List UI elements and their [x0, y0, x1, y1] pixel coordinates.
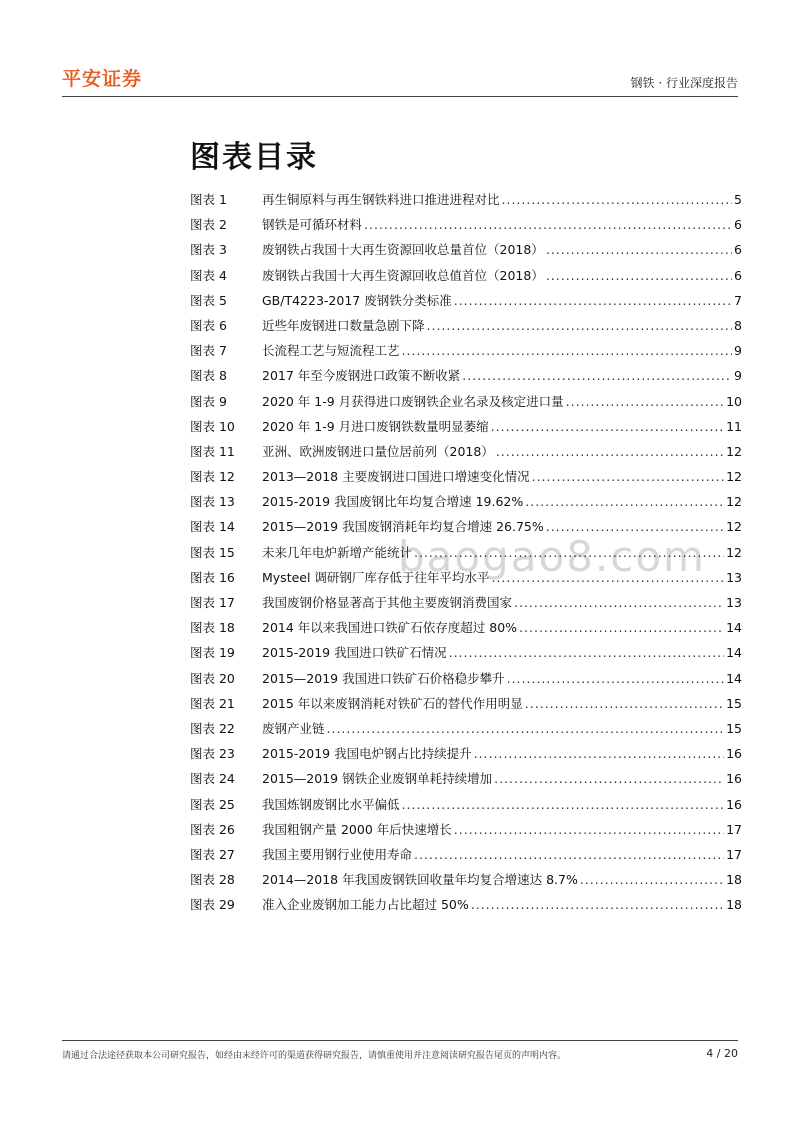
toc-entry-page: 14 [726, 670, 742, 686]
toc-entry-title: 2015—2019 我国进口铁矿石价格稳步攀升 [262, 670, 505, 686]
toc-leader-dots [580, 872, 724, 887]
toc-leader-dots [546, 242, 732, 257]
toc-entry[interactable] [190, 215, 742, 240]
toc-entry-title: 我国炼钢废钢比水平偏低 [262, 796, 400, 812]
toc-entry-page: 14 [726, 645, 742, 661]
toc-entry-title: 未来几年电炉新增产能统计 [262, 544, 413, 560]
toc-entry[interactable] [190, 517, 742, 542]
toc-leader-dots [525, 696, 724, 711]
toc-entry[interactable] [190, 694, 742, 719]
toc-entry-page: 13 [726, 595, 742, 610]
toc-entry-label: 图表 8 [190, 368, 227, 384]
toc-leader-dots [402, 343, 733, 358]
toc-entry-label: 图表 20 [190, 670, 235, 686]
toc-entry-page: 14 [726, 620, 742, 636]
toc-entry-label: 图表 16 [190, 569, 235, 585]
toc-leader-dots [402, 797, 725, 812]
toc-leader-dots [491, 570, 724, 585]
toc-entry-title: 废钢产业链 [262, 720, 325, 736]
toc-entry[interactable] [190, 719, 742, 744]
toc-entry-label: 图表 3 [190, 242, 227, 258]
toc-entry-title: 再生铜原料与再生钢铁料进口推进进程对比 [262, 192, 500, 207]
toc-entry[interactable] [190, 467, 742, 492]
toc-leader-dots [519, 620, 724, 635]
toc-entry[interactable] [190, 492, 742, 517]
toc-entry-label: 图表 27 [190, 846, 235, 862]
toc-entry[interactable] [190, 568, 742, 593]
toc-entry-label: 图表 14 [190, 519, 235, 535]
header-divider [62, 96, 738, 97]
toc-entry-title: 废钢铁占我国十大再生资源回收总量首位（2018） [262, 242, 544, 258]
footer-divider [62, 1040, 738, 1041]
toc-entry-page: 9 [734, 368, 742, 384]
toc-entry-page: 16 [726, 796, 742, 812]
toc-entry-title: 准入企业废钢加工能力占比超过 50% [262, 897, 469, 913]
toc-entry-page: 12 [726, 519, 742, 535]
toc-entry-title: 近些年废钢进口数量急剧下降 [262, 317, 425, 333]
toc-entry-label: 图表 11 [190, 443, 235, 459]
toc-leader-dots [525, 494, 724, 509]
toc-entry[interactable] [190, 291, 742, 316]
toc-entry[interactable] [190, 341, 742, 366]
toc-entry-title: 2015—2019 钢铁企业废钢单耗持续增加 [262, 771, 493, 787]
toc-entry-label: 图表 22 [190, 720, 235, 736]
toc-entry[interactable] [190, 669, 742, 694]
toc-leader-dots [494, 771, 724, 786]
watermark: baogao8.com [398, 532, 706, 581]
toc-entry[interactable] [190, 190, 742, 215]
toc-entry-title: 2013—2018 主要废钢进口国进口增速变化情况 [262, 469, 530, 485]
toc-entry-title: 2015-2019 我国进口铁矿石情况 [262, 645, 447, 661]
toc-entry[interactable] [190, 744, 742, 769]
toc-entry-label: 图表 28 [190, 872, 235, 888]
toc-entry-title: 2014—2018 年我国废钢铁回收量年均复合增速达 8.7% [262, 872, 578, 888]
toc-entry-label: 图表 25 [190, 796, 235, 812]
toc-leader-dots [566, 394, 724, 409]
page-number: 4 / 20 [706, 1047, 738, 1060]
toc-entry-title: 2017 年至今废钢进口政策不断收紧 [262, 368, 461, 384]
toc-entry-title: 2015 年以来废钢消耗对铁矿石的替代作用明显 [262, 695, 523, 711]
toc-entry-title: 2015—2019 我国废钢消耗年均复合增速 26.75% [262, 519, 544, 535]
toc-leader-dots [496, 444, 724, 459]
toc-entry-page: 9 [734, 343, 742, 359]
toc-entry-page: 15 [726, 720, 742, 736]
toc-entry[interactable] [190, 442, 742, 467]
toc-leader-dots [514, 595, 724, 610]
toc-entry[interactable] [190, 240, 742, 265]
toc-entry-page: 6 [734, 267, 742, 283]
toc-leader-dots [427, 318, 733, 333]
page-title: 图表目录 [190, 140, 318, 175]
footer-disclaimer: 请通过合法途径获取本公司研究报告，如经由未经许可的渠道获得研究报告，请慎重使用并注意阅读研究报告尾页的声明内容。 [62, 1051, 567, 1061]
toc-entry-label: 图表 1 [190, 192, 227, 207]
toc-entry-title: 我国主要用钢行业使用寿命 [262, 846, 413, 862]
toc-entry-title: 2020 年 1-9 月进口废钢铁数量明显萎缩 [262, 418, 489, 434]
toc-entry-page: 10 [726, 393, 742, 409]
toc-entry-title: GB/T4223-2017 废钢铁分类标准 [262, 292, 452, 308]
toc-entry-label: 图表 29 [190, 897, 235, 913]
toc-entry-page: 17 [726, 821, 742, 837]
toc-leader-dots [327, 721, 725, 736]
toc-entry[interactable] [190, 895, 742, 920]
toc-entry-page: 16 [726, 746, 742, 762]
toc-entry-page: 5 [734, 192, 742, 207]
toc-entry[interactable] [190, 845, 742, 870]
toc-entry-page: 12 [726, 494, 742, 510]
toc-leader-dots [414, 847, 724, 862]
toc-entry-page: 11 [726, 418, 742, 434]
toc-leader-dots [546, 268, 732, 283]
toc-leader-dots [462, 368, 732, 383]
toc-entry-title: 2014 年以来我国进口铁矿石依存度超过 80% [262, 620, 518, 636]
toc-entry-title: 2015-2019 我国电炉钢占比持续提升 [262, 746, 472, 762]
toc-entry-page: 18 [726, 897, 742, 913]
toc-entry-page: 12 [726, 544, 742, 560]
toc-entry[interactable] [190, 643, 742, 668]
toc-entry-page: 7 [734, 292, 742, 308]
toc-entry-title: 长流程工艺与短流程工艺 [262, 343, 400, 359]
toc-entry-label: 图表 19 [190, 645, 235, 661]
toc-entry-title: 钢铁是可循环材料 [262, 217, 363, 233]
toc-entry-title: 2020 年 1-9 月获得进口废钢铁企业名录及核定进口量 [262, 393, 564, 409]
toc-entry-page: 6 [734, 217, 742, 233]
toc-leader-dots [474, 746, 724, 761]
toc-entry-page: 6 [734, 242, 742, 258]
toc-entry-page: 8 [734, 317, 742, 333]
toc-entry[interactable] [190, 266, 742, 291]
toc-entry-label: 图表 13 [190, 494, 235, 510]
toc-leader-dots [491, 419, 724, 434]
toc-entry[interactable] [190, 316, 742, 341]
toc-entry[interactable] [190, 417, 742, 442]
toc-entry-page: 12 [726, 443, 742, 459]
toc-entry[interactable] [190, 820, 742, 845]
toc-entry-label: 图表 7 [190, 343, 227, 359]
toc-entry-page: 15 [726, 695, 742, 711]
toc-list [190, 190, 742, 920]
toc-leader-dots [532, 469, 724, 484]
toc-entry-label: 图表 15 [190, 544, 235, 560]
toc-entry-label: 图表 17 [190, 595, 235, 610]
toc-entry-page: 12 [726, 469, 742, 485]
toc-entry[interactable] [190, 795, 742, 820]
toc-leader-dots [546, 519, 724, 534]
toc-entry[interactable] [190, 543, 742, 568]
toc-entry-label: 图表 5 [190, 292, 227, 308]
toc-entry[interactable] [190, 618, 742, 643]
toc-entry[interactable] [190, 366, 742, 391]
toc-entry-title: 我国废钢价格显著高于其他主要废钢消费国家 [262, 595, 513, 610]
toc-entry-page: 16 [726, 771, 742, 787]
toc-entry-label: 图表 23 [190, 746, 235, 762]
toc-leader-dots [502, 192, 733, 207]
toc-entry-label: 图表 10 [190, 418, 235, 434]
toc-entry-label: 图表 24 [190, 771, 235, 787]
toc-entry-label: 图表 9 [190, 393, 227, 409]
toc-leader-dots [454, 293, 732, 308]
toc-entry-page: 13 [726, 569, 742, 585]
toc-entry-label: 图表 12 [190, 469, 235, 485]
company-logo: 平安证券 [62, 68, 143, 90]
toc-entry-title: 我国粗钢产量 2000 年后快速增长 [262, 821, 452, 837]
toc-entry-page: 18 [726, 872, 742, 888]
toc-entry[interactable] [190, 392, 742, 417]
toc-entry-label: 图表 4 [190, 267, 227, 283]
toc-leader-dots [364, 217, 732, 232]
toc-entry-label: 图表 18 [190, 620, 235, 636]
toc-entry-label: 图表 21 [190, 695, 235, 711]
toc-leader-dots [414, 545, 724, 560]
toc-entry[interactable] [190, 593, 742, 618]
toc-entry-label: 图表 26 [190, 821, 235, 837]
toc-leader-dots [449, 645, 724, 660]
toc-entry[interactable] [190, 769, 742, 794]
toc-leader-dots [507, 671, 724, 686]
toc-entry[interactable] [190, 870, 742, 895]
report-category: 钢铁 · 行业深度报告 [630, 76, 738, 90]
toc-entry-page: 17 [726, 846, 742, 862]
toc-entry-label: 图表 2 [190, 217, 227, 233]
toc-entry-title: Mysteel 调研钢厂库存低于往年平均水平 [262, 569, 490, 585]
toc-entry-label: 图表 6 [190, 317, 227, 333]
toc-entry-title: 亚洲、欧洲废钢进口量位居前列（2018） [262, 443, 494, 459]
toc-entry-title: 2015-2019 我国废钢比年均复合增速 19.62% [262, 494, 524, 510]
toc-entry-title: 废钢铁占我国十大再生资源回收总值首位（2018） [262, 267, 544, 283]
toc-leader-dots [471, 897, 724, 912]
toc-leader-dots [454, 822, 724, 837]
